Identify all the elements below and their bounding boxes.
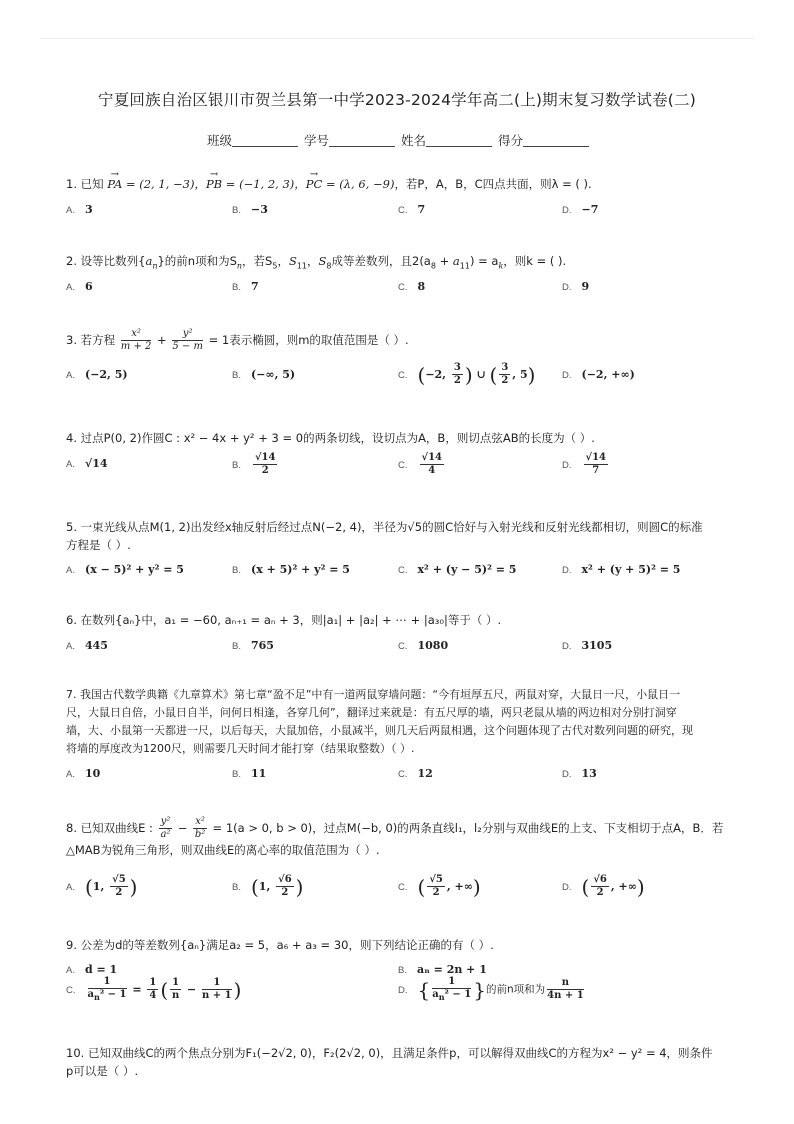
exam-title: 宁夏回族自治区银川市贺兰县第一中学2023-2024学年高二(上)期末复习数学试卷(二) [98, 91, 696, 109]
q5-option-b[interactable]: B. (x + 5)² + y² = 5 [232, 563, 350, 576]
q8-option-b[interactable]: B. (1, $\frac{√6}{2}$ ) [232, 874, 304, 899]
name-blank [426, 134, 492, 147]
q8-option-a[interactable]: A. (1, $\frac{√5}{2}$ ) [66, 874, 138, 899]
q4-option-b[interactable]: B. $\frac{√14}{2}$ [232, 452, 276, 476]
q8-option-d[interactable]: D. ( $\frac{√6}{2}$ , +∞) [562, 874, 645, 899]
q6-option-b[interactable]: B. 765 [232, 639, 274, 652]
q4-option-a[interactable]: A. √14 [66, 457, 108, 470]
class-label: 班级 [206, 133, 232, 148]
q4-option-d[interactable]: D. $\frac{√14}{7}$ [562, 452, 606, 476]
q9-option-a[interactable]: A. d = 1 [66, 963, 118, 976]
q1-option-b[interactable]: B. −3 [232, 203, 268, 216]
q3-frac-1: $\frac{\text{x²}}{m + 2}$ [120, 328, 152, 352]
q8-option-c[interactable]: C. ( $\frac{√5}{2}$ , +∞) [398, 874, 481, 899]
question-3: 3. 若方程 $\frac{\text{x²}}{m + 2}$ + $\frac{\text{y²}}{5 - m}$ = 1表示椭圆，则m的取值范围是（ ）. [66, 328, 409, 352]
question-5: 5. 一束光线从点M(1, 2)出发经x轴反射后经过点N(−2, 4)，半径为√5的圆C恰好与入射光线和反射光线都相切，则圆C的标准 方程是（ ）. [66, 520, 703, 552]
number-blank [329, 134, 395, 147]
q3-option-d[interactable]: D. (−2, +∞) [562, 368, 635, 381]
question-7: 7. 我国古代数学典籍《九章算术》第七章“盈不足”中有一道两鼠穿墙问题：“今有垣厚五尺，两鼠对穿，大鼠日一尺，小鼠日一 尺，大鼠日自倍，小鼠日自半，问何日相逢，各穿几何”，翻译过来就是：有五尺厚的墙，两只老鼠从墙的两边相对分别打洞穿 墙，大、小鼠第一天都进一尺，以后每天，大鼠加倍，小鼠减半，则几天后两鼠相遇，这个问题体现了古代对数列问题的研究，现 将墙的厚度改为1200尺，则需要几天时间才能打穿（结果取整数）（ ）. [66, 688, 693, 755]
q5-option-a[interactable]: A. (x − 5)² + y² = 5 [66, 563, 184, 576]
question-9: 9. 公差为d的等差数列{aₙ}满足a₂ = 5，a₆ + a₃ = 30，则下列结论正确的有（ ）. [66, 938, 494, 952]
question-2: 2. 设等比数列$\{a_n\}$的前n项和为$S_n$，若$S_5$，$S_{11}$，$S_8$成等差数列，且$2(a_8 + a_{11}) = a_k$，则k = ( ). [66, 254, 567, 271]
q3-option-b[interactable]: B. (−∞, 5) [232, 368, 296, 381]
question-4: 4. 过点P(0, 2)作圆C : x² − 4x + y² + 3 = 0的两条切线，设切点为A，B，则切点弦AB的长度为（ ）. [66, 431, 595, 445]
q7-option-c[interactable]: C. 12 [398, 767, 433, 780]
q6-option-c[interactable]: C. 1080 [398, 639, 449, 652]
q2-option-c[interactable]: C. 8 [398, 280, 426, 293]
q7-option-a[interactable]: A. 10 [66, 767, 101, 780]
q2-option-a[interactable]: A. 6 [66, 280, 93, 293]
question-8: 8. 已知双曲线E : $\frac{\text{y²}}{\text{a²}}$ − $\frac{\text{x²}}{\text{b²}}$ = 1(a > 0, b > 0)，过点M(−b, 0)的两条直线l₁，l₂分别与双曲线E的上支、下支相切于点A，B．若 △MAB为锐角三角形，则双曲线E的离心率的取值范围为（ ）. [66, 816, 724, 857]
score-label: 得分 [497, 133, 523, 148]
number-label: 学号 [303, 133, 329, 148]
name-label: 姓名 [400, 133, 426, 148]
q1-vectors: → PA = (2, 1, −3)，→ PB = (−1, 2, 3)，→ PC = (λ, 6, −9) [107, 177, 394, 191]
q1-option-d[interactable]: D. −7 [562, 203, 599, 216]
q9-option-b[interactable]: B. aₙ = 2n + 1 [398, 963, 487, 976]
q9-option-c[interactable]: C. $\frac{1}{a_n^2 - 1}$ = $\frac{1}{4}$ ( $\frac{1}{n}$ − $\frac{1}{n + 1}$ ) [66, 976, 242, 1002]
question-1: 1. 已知 → PA = (2, 1, −3)，→ PB = (−1, 2, 3)，→ PC = (λ, 6, −9)，若P，A，B，C四点共面，则λ = ( ). [66, 175, 736, 193]
q1-option-c[interactable]: C. 7 [398, 203, 426, 216]
question-10: 10. 已知双曲线C的两个焦点分别为F₁(−2√2, 0)，F₂(2√2, 0)，且满足条件p，可以解得双曲线C的方程为x² − y² = 4，则条件 p可以是（ ）. [66, 1046, 713, 1078]
q5-option-c[interactable]: C. x² + (y − 5)² = 5 [398, 563, 517, 576]
score-blank [523, 134, 589, 147]
class-blank [232, 134, 298, 147]
q3-option-c[interactable]: C. (−2, $\frac{3}{2}$ ) ∪ ( $\frac{3}{2}$ , 5) [398, 362, 536, 387]
question-6: 6. 在数列{aₙ}中，a₁ = −60, aₙ₊₁ = aₙ + 3，则|a₁| + |a₂| + ⋯ + |a₃₀|等于（ ）. [66, 613, 502, 627]
q7-option-b[interactable]: B. 11 [232, 767, 267, 780]
q2-option-b[interactable]: B. 7 [232, 280, 259, 293]
q4-option-c[interactable]: C. $\frac{√14}{4}$ [398, 452, 442, 476]
q6-option-d[interactable]: D. 3105 [562, 639, 613, 652]
q3-option-a[interactable]: A. (−2, 5) [66, 368, 128, 381]
q6-option-a[interactable]: A. 445 [66, 639, 108, 652]
student-info-line [0, 131, 794, 149]
q5-option-d[interactable]: D. x² + (y + 5)² = 5 [562, 563, 681, 576]
q9-option-d[interactable]: D. { $\frac{1}{a_n^2 - 1}$ }的前n项和为 $\frac{n}{4n + 1}$ [398, 976, 584, 1002]
q3-frac-2: $\frac{\text{y²}}{5 - m}$ [172, 328, 203, 352]
q2-option-d[interactable]: D. 9 [562, 280, 590, 293]
q7-option-d[interactable]: D. 13 [562, 767, 597, 780]
top-divider [40, 38, 754, 39]
q1-option-a[interactable]: A. 3 [66, 203, 93, 216]
